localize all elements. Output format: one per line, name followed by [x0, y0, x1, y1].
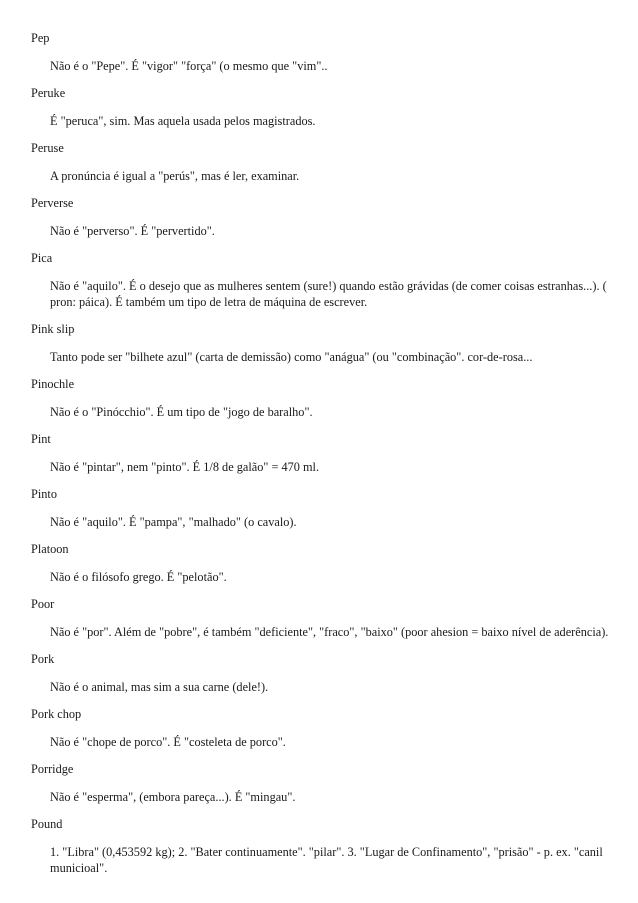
glossary-entry-porridge: [31, 761, 616, 805]
entry-term: Pica: [31, 251, 53, 265]
entry-definition: Não é "aquilo". É o desejo que as mulheres sentem (sure!) quando estão grávidas (de comer coisas estranhas...). ( pron: páica). É também um tipo de letra de máquina de escrever.: [50, 279, 607, 309]
entry-definition: Não é "por". Além de "pobre", é também "deficiente", "fraco", "baixo" (poor ahesion = baixo nível de aderência).: [50, 625, 609, 639]
glossary-entry-pint: [31, 431, 616, 475]
glossary-entry-poor: [31, 596, 616, 640]
glossary-entry-pound: [31, 816, 616, 876]
entry-term: Pound: [31, 817, 63, 831]
glossary-entry-platoon: [31, 541, 616, 585]
entry-term: Pinochle: [31, 377, 75, 391]
glossary-entry-peruse: [31, 140, 616, 184]
entry-term: Pinto: [31, 487, 57, 501]
glossary-entry-pinto: [31, 486, 616, 530]
entry-definition: É "peruca", sim. Mas aquela usada pelos magistrados.: [50, 114, 316, 128]
entry-definition: Tanto pode ser "bilhete azul" (carta de demissão) como "anágua" (ou "combinação". cor-de-rosa...: [50, 350, 533, 364]
entry-definition: Não é "esperma", (embora pareça...). É "mingau".: [50, 790, 296, 804]
entry-term: Pork: [31, 652, 55, 666]
entry-term: Peruke: [31, 86, 66, 100]
entry-term: Platoon: [31, 542, 69, 556]
glossary-entry-pica: [31, 250, 616, 310]
glossary-entry-pinochle: [31, 376, 616, 420]
glossary-entry-pep: [31, 30, 616, 74]
entry-definition: A pronúncia é igual a "perús", mas é ler, examinar.: [50, 169, 300, 183]
entry-definition: Não é "aquilo". É "pampa", "malhado" (o cavalo).: [50, 515, 297, 529]
glossary-entry-pork: [31, 651, 616, 695]
glossary-page: [31, 30, 616, 876]
glossary-entry-pink-slip: [31, 321, 616, 365]
entry-term: Porridge: [31, 762, 74, 776]
glossary-entry-perverse: [31, 195, 616, 239]
entry-definition: Não é o animal, mas sim a sua carne (dele!).: [50, 680, 269, 694]
entry-term: Pork chop: [31, 707, 82, 721]
entry-definition: Não é "chope de porco". É "costeleta de porco".: [50, 735, 286, 749]
entry-term: Peruse: [31, 141, 64, 155]
entry-term: Poor: [31, 597, 55, 611]
entry-definition: Não é "perverso". É "pervertido".: [50, 224, 215, 238]
entry-definition: Não é o "Pepe". É "vigor" "força" (o mesmo que "vim"..: [50, 59, 328, 73]
entry-term: Pint: [31, 432, 51, 446]
entry-definition: Não é o filósofo grego. É "pelotão".: [50, 570, 227, 584]
entry-definition: 1. "Libra" (0,453592 kg); 2. "Bater continuamente". "pilar". 3. "Lugar de Confinamento", "prisão" - p. ex. "canil municioal".: [50, 845, 603, 875]
entry-term: Pep: [31, 31, 50, 45]
entry-definition: Não é o "Pinócchio". É um tipo de "jogo de baralho".: [50, 405, 313, 419]
entry-definition: Não é "pintar", nem "pinto". É 1/8 de galão" = 470 ml.: [50, 460, 320, 474]
entry-term: Pink slip: [31, 322, 75, 336]
entry-term: Perverse: [31, 196, 74, 210]
glossary-entry-peruke: [31, 85, 616, 129]
glossary-entry-pork-chop: [31, 706, 616, 750]
